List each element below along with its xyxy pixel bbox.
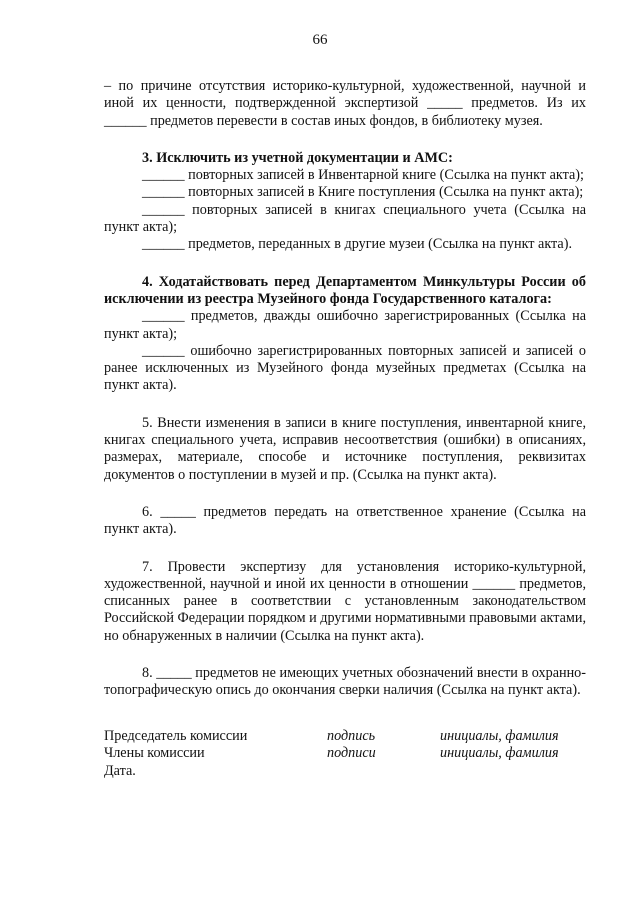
signature-sign-placeholder: подписи (327, 745, 376, 762)
signature-row-members (104, 745, 586, 762)
date-label: Дата. (104, 762, 136, 779)
section-5-paragraph: 5. Внести изменения в записи в книге поступления, инвентарной книге, книгах специального учета, исправив несоответствия (ошибки) в описаниях, размерах, материале, способе и источнике поступления, реквизитах документов о поступлении в музей и пр. (Ссылка на пункт акта). (104, 414, 586, 483)
section-3-item: ______ повторных записей в книгах специального учета (Ссылка на пункт акта); (104, 201, 586, 236)
section-6-paragraph: 6. _____ предметов передать на ответственное хранение (Ссылка на пункт акта). (104, 503, 586, 538)
signature-name-placeholder: инициалы, фамилия (440, 728, 559, 744)
section-4-item: ______ предметов, дважды ошибочно зарегистрированных (Ссылка на пункт акта); (104, 308, 586, 342)
date-row (104, 763, 586, 780)
document-body (104, 78, 586, 700)
intro-paragraph: – по причине отсутствия историко-культурной, художественной, научной и иной их ценности, подтвержденной экспертизой _____ предметов. Из их ______ предметов перевести в состав иных фондов, в библиотеку музея. (104, 78, 586, 129)
signature-row-chairman (104, 728, 586, 745)
section-3-item: ______ предметов, переданных в другие музеи (Ссылка на пункт акта). (142, 236, 573, 253)
section-3-item: ______ повторных записей в Инвентарной книге (Ссылка на пункт акта); (142, 167, 584, 184)
section-4-item: ______ ошибочно зарегистрированных повторных записей и записей о ранее исключенных из Музейного фонда музейных предметах (Ссылка на пункт акта). (104, 342, 586, 394)
signature-block (104, 728, 586, 780)
signature-role: Председатель комиссии (104, 728, 248, 744)
section-7-paragraph: 7. Провести экспертизу для установления историко-культурной, художественной, научной и иной их ценности в отношении ______ предметов, списанных ранее в соответствии с установленным законодательством Российской Федерации порядком и другими нормативными правовыми актами, но обнаруженных в наличии (Ссылка на пункт акта). (104, 558, 586, 644)
section-4-heading: 4. Ходатайствовать перед Департаментом Минкультуры России об исключении из реестра Музейного фонда Государственного каталога: (104, 273, 586, 307)
section-8-paragraph: 8. _____ предметов не имеющих учетных обозначений внести в охранно-топографическую опись до окончания сверки наличия (Ссылка на пункт акта). (104, 665, 586, 699)
signature-name-placeholder: инициалы, фамилия (440, 745, 559, 762)
section-3-heading: 3. Исключить из учетной документации и АМС: (142, 149, 453, 166)
signature-sign-placeholder: подпись (327, 728, 376, 744)
page-number: 66 (312, 32, 328, 48)
section-3-item: ______ повторных записей в Книге поступления (Ссылка на пункт акта); (142, 184, 584, 201)
signature-role: Члены комиссии (104, 745, 205, 762)
